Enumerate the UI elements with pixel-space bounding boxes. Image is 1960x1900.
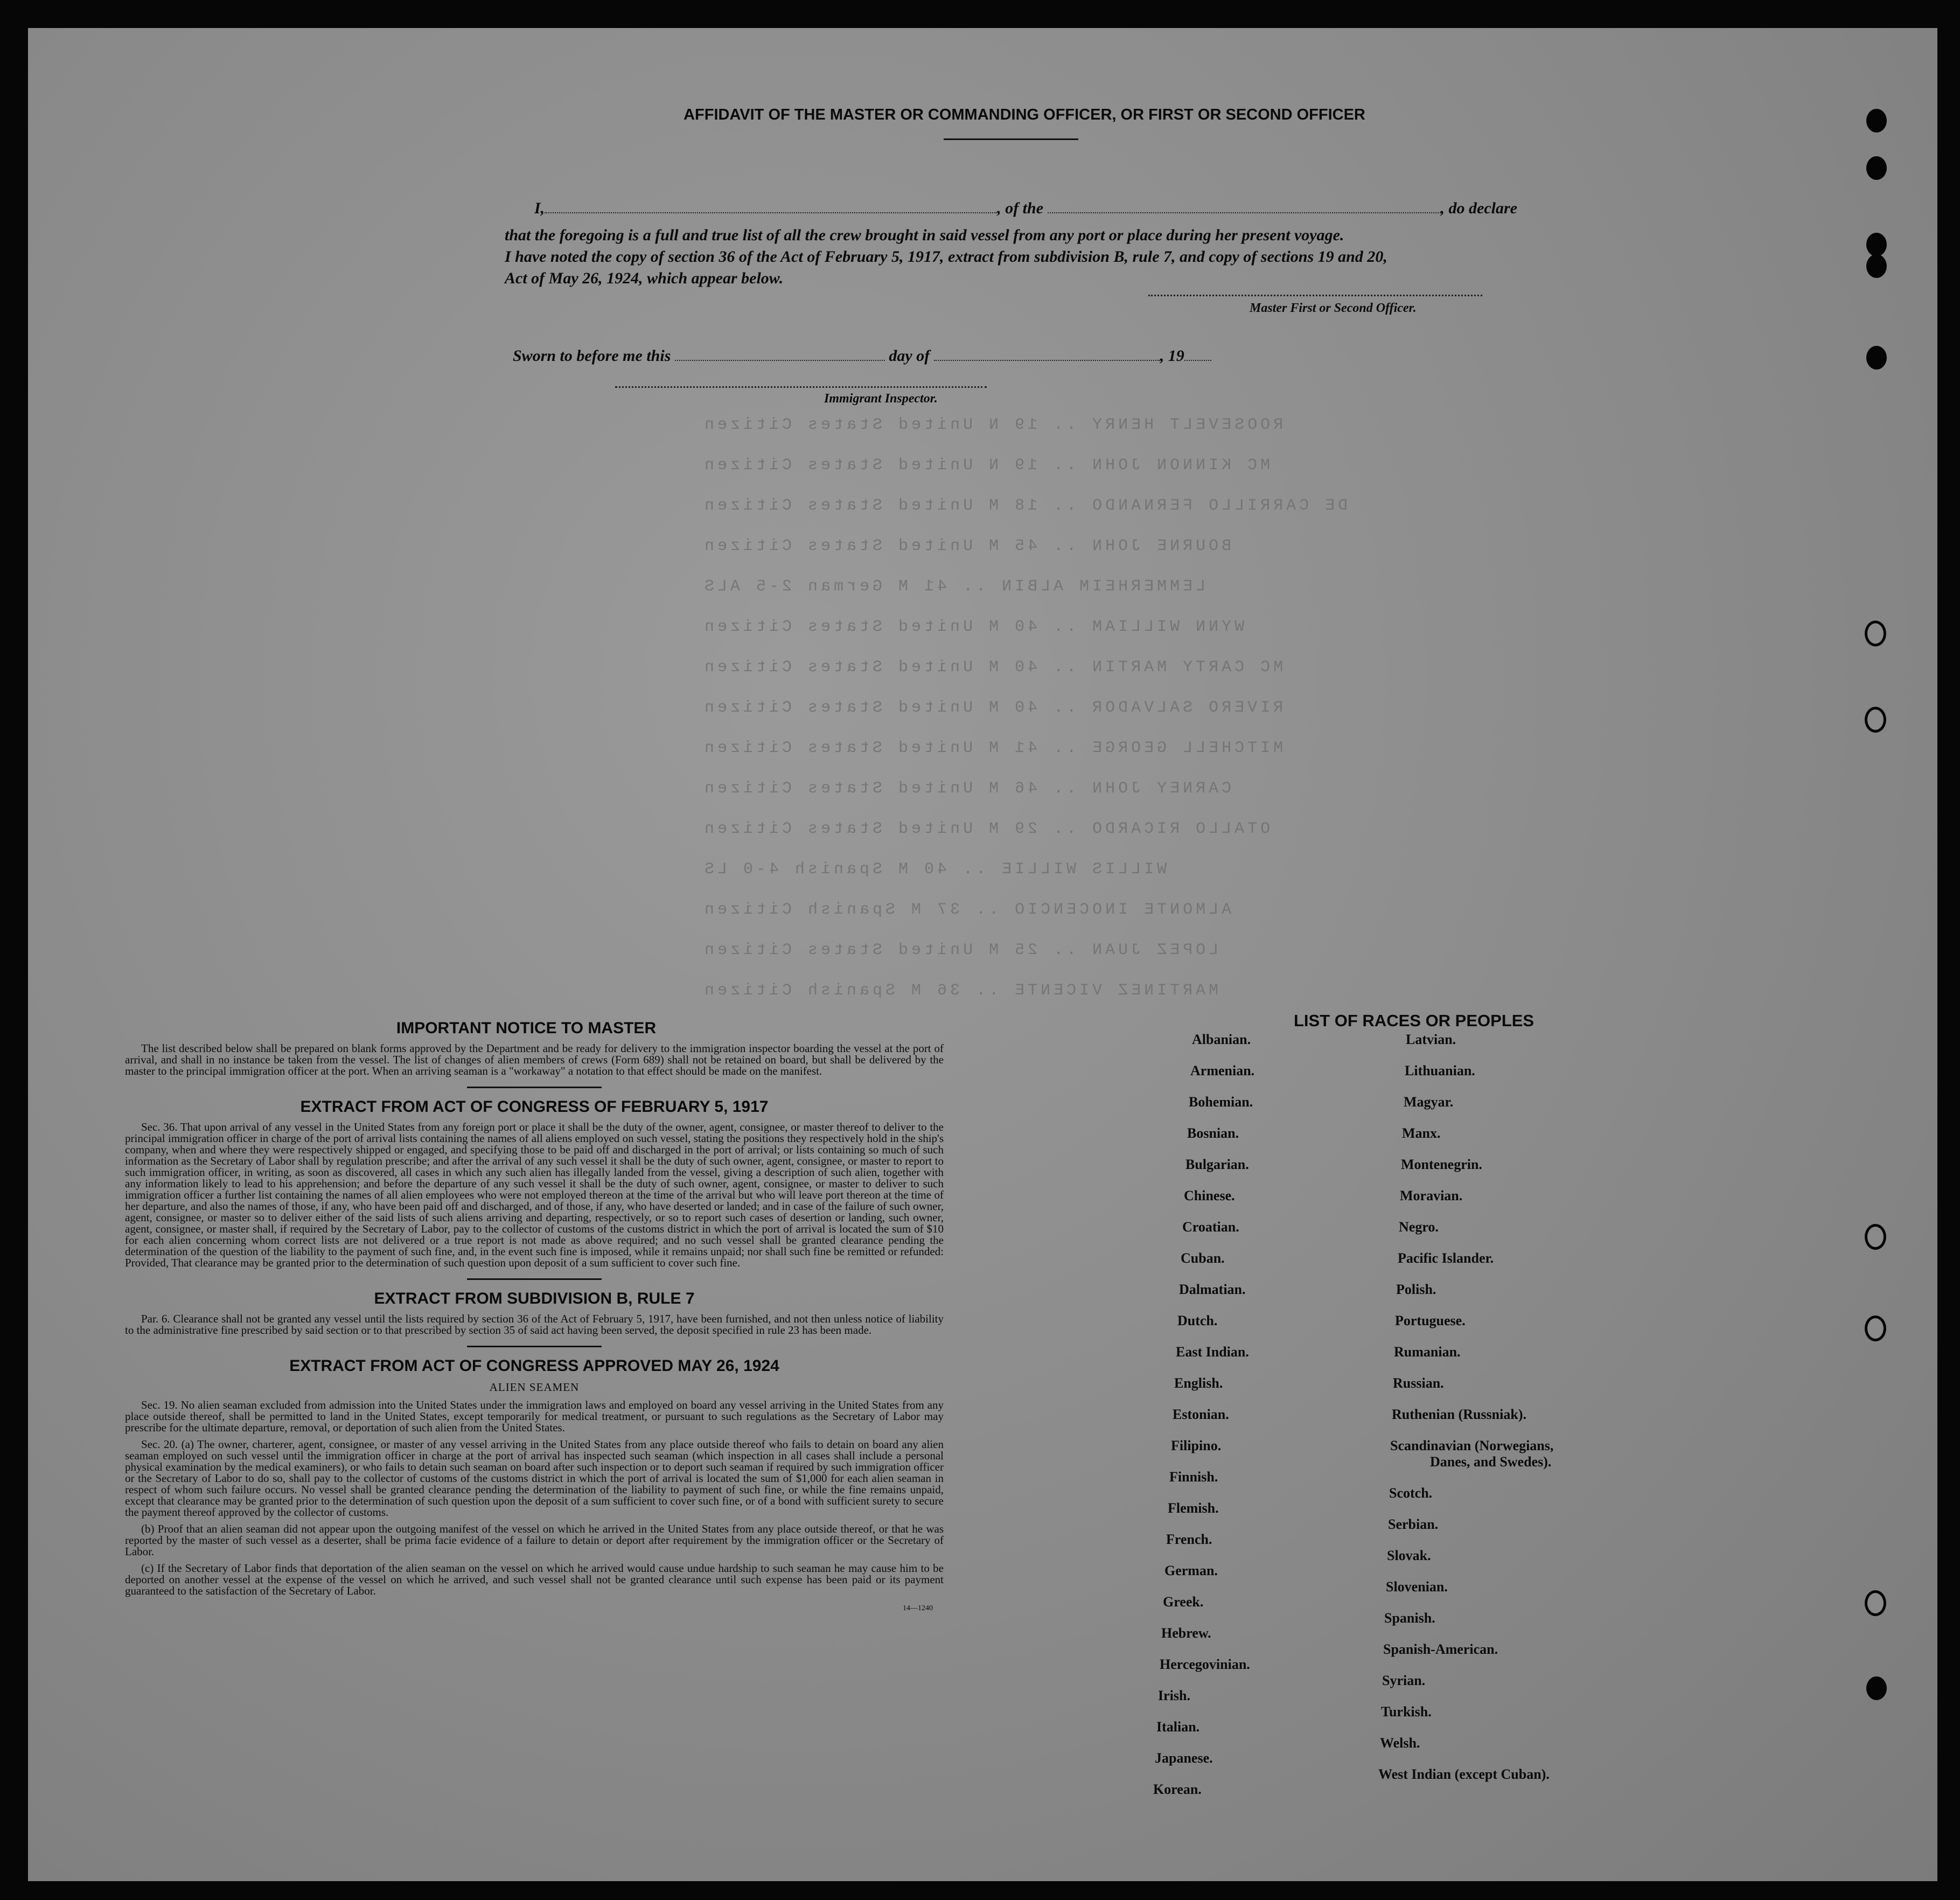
notice-body: The list described below shall be prepared on blank forms approved by the Department and be ready for delivery to the immigration inspector boarding the vessel at the port of arrival, and shall in no instance be taken from the vessel. The list of changes of alien members of crews (Form 689) shall not be retained on board, but shall be delivered by the master to the principal immigration officer at the port. When an arriving seaman is a "workaway" a notation to that effect should be made on the manifest. — [125, 1042, 944, 1077]
race-item: Moravian. — [1400, 1188, 1463, 1203]
bleedthrough-row: WILLIS WILLIE .. 40 M Spanish 4-0 LS — [701, 860, 1167, 879]
race-item: Bohemian. — [1189, 1094, 1253, 1110]
race-item: Armenian. — [1190, 1063, 1255, 1078]
race-item: Scandinavian (Norwegians, — [1390, 1438, 1554, 1453]
extract-1917-title: EXTRACT FROM ACT OF CONGRESS OF FEBRUARY 5, 1917 — [300, 1098, 769, 1116]
sworn-month-blank[interactable] — [934, 360, 1160, 361]
race-item: Bosnian. — [1187, 1125, 1239, 1141]
race-item: Scotch. — [1389, 1485, 1433, 1501]
sworn-day-blank[interactable] — [675, 360, 885, 361]
race-item: French. — [1166, 1532, 1212, 1547]
bleedthrough-row: DE CARRILLO FERNANDO .. 18 M United States Citizen — [701, 497, 1348, 515]
declaration-i: I, — [534, 199, 545, 217]
race-item: Hercegovinian. — [1160, 1657, 1250, 1672]
declaration-declare: , do declare — [1440, 199, 1517, 217]
sworn-year-blank[interactable] — [1184, 360, 1211, 361]
race-item: Serbian. — [1388, 1516, 1439, 1532]
punch-ring — [1865, 707, 1886, 733]
race-item: Slovak. — [1387, 1548, 1431, 1563]
affidavit-title: AFFIDAVIT OF THE MASTER OR COMMANDING OFFICER, OR FIRST OR SECOND OFFICER — [683, 106, 1365, 123]
race-item: Spanish. — [1384, 1610, 1435, 1626]
vessel-blank[interactable] — [1048, 212, 1441, 213]
bleedthrough-row: MITCHELL GEORGE .. 41 M United States Citizen — [701, 739, 1284, 757]
race-item: Magyar. — [1404, 1094, 1454, 1110]
bleedthrough-row: LOPEZ JUAN .. 25 M United States Citizen — [701, 941, 1219, 959]
race-item: Chinese. — [1184, 1188, 1235, 1203]
declaration-line-4: Act of May 26, 1924, which appear below. — [505, 269, 784, 287]
bleedthrough-row: BOURNE JOHN .. 45 M United States Citizen — [701, 537, 1232, 555]
section-rule — [467, 1087, 602, 1088]
inspector-signature-line[interactable] — [615, 386, 987, 388]
punch-hole — [1866, 1676, 1887, 1700]
bleedthrough-row: MARTINEZ VICENTE .. 36 M Spanish Citizen — [701, 982, 1219, 1000]
rule-7-title: EXTRACT FROM SUBDIVISION B, RULE 7 — [374, 1290, 695, 1307]
race-item: Dutch. — [1177, 1313, 1218, 1328]
punch-hole — [1866, 109, 1887, 133]
race-item: Finnish. — [1169, 1469, 1218, 1485]
declaration-line-1 — [534, 199, 1517, 218]
punch-ring — [1865, 1224, 1886, 1250]
alien-seamen-subtitle: ALIEN SEAMEN — [489, 1381, 580, 1394]
races-title: LIST OF RACES OR PEOPLES — [1294, 1011, 1534, 1030]
race-item: Cuban. — [1181, 1250, 1225, 1266]
race-item: Lithuanian. — [1405, 1063, 1475, 1078]
race-item: East Indian. — [1176, 1344, 1249, 1360]
race-item: Japanese. — [1155, 1750, 1213, 1766]
sec-20a-body: Sec. 20. (a) The owner, charterer, agent, consignee, or master of any vessel arriving in the United States from any place outside thereof who fails to detain on board any alien seaman employed on such vessel until the immigration officer in charge at the port of arrival has inspected such seaman (which inspection in all cases shall include a personal physical examination by the medical examiners), or who fails to detain such seaman on board after such inspection or to deport such seaman if required by such immigration officer or the Secretary of Labor to do so, shall pay to the collector of customs of the customs district in which the port of arrival is located the sum of $1,000 for each alien seaman in respect of whom such failure occurs. No vessel shall be granted clearance pending the determination of the liability to payment of such fine, or while the fine remains unpaid, except that clearance may be granted prior to the determination of such question upon the deposit of a sum sufficient to cover such fine, or of a bond with sufficient surety to secure the payment thereof approved by the collector of customs. — [125, 1438, 944, 1519]
bleedthrough-row: CARNEY JOHN .. 46 M United States Citizen — [701, 780, 1232, 798]
declaration-of-the: , of the — [997, 199, 1044, 217]
sec-20b-body: (b) Proof that an alien seaman did not appear upon the outgoing manifest of the vessel on which he arrived in the United States from any place outside thereof, or that he was reported by the master of such vessel as a deserter, shall be prima facie evidence of a failure to detain or deport after requirement by the immigration officer or the Secretary of Labor. — [125, 1522, 944, 1558]
sec-19-body: Sec. 19. No alien seaman excluded from admission into the United States under the immigration laws and employed on board any vessel arriving in the United States from any place outside thereof, shall be permitted to land in the United States, except temporarily for medical treatment, or pursuant to such regulations as the Secretary of Labor may prescribe for the ultimate departure, removal, or deportation of such alien from the United States. — [125, 1398, 944, 1434]
bleedthrough-row: LEMMERHEIM ALBIN .. 41 M German 2-5 ALS — [701, 577, 1206, 596]
sworn-line — [513, 347, 1211, 365]
extract-1917-body: Sec. 36. That upon arrival of any vessel in the United States from any foreign port or place it shall be the duty of the owner, agent, consignee, or master thereof to deliver to the principal immigration officer in charge of the port of arrival lists containing the names of all aliens employed on such vessel, stating the positions they respectively hold in the ship's company, when and where they were respectively shipped or engaged, and specifying those to be paid off and discharged in the port of arrival; or lists containing so much of such information as the Secretary of Labor shall by regulation prescribe; and after the arrival of any such vessel it shall be the duty of such owner, agent, consignee, or master to report to such immigration officer, in writing, as soon as discovered, all cases in which any such alien has illegally landed from the vessel, giving a description of such alien, together with any information likely to lead to his apprehension; and before the departure of any such vessel it shall be the duty of such owner, agent, consignee, or master to deliver to such immigration officer a further list containing the names of all alien employees who were not employed thereon at the time of the arrival but who will leave port thereon at the time of her departure, and also the names of those, if any, who have been paid off and discharged, and of those, if any, who have deserted or landed; and in case of the failure of such owner, agent, consignee, or master so to deliver either of the said lists of such aliens arriving and departing, respectively, or so to report such cases of desertion or landing, such owner, agent, consignee, or master shall, if required by the Secretary of Labor, pay to the collector of customs of the customs district in which the port of arrival is located the sum of $10 for each alien concerning whom correct lists are not delivered or a true report is not made as above required; and no such vessel shall be granted clearance pending the determination of the question of the liability to the payment of such fine, and, in the event such fine is imposed, while it remains unpaid; nor shall such fine be remitted or refunded: Provided, That clearance may be granted prior to the determination of such question upon deposit of a sum sufficient to cover such fine. — [125, 1120, 944, 1269]
punch-ring — [1865, 1316, 1886, 1341]
race-item: Turkish. — [1381, 1704, 1432, 1720]
form-number: 14—1240 — [903, 1604, 933, 1612]
bleedthrough-row: ROOSEVELT HENRY .. 19 N United States Citizen — [701, 416, 1284, 434]
declaration-line-2: that the foregoing is a full and true list of all the crew brought in said vessel from any port or place during her present voyage. — [505, 226, 1344, 244]
extract-1924-title: EXTRACT FROM ACT OF CONGRESS APPROVED MAY 26, 1924 — [289, 1357, 779, 1375]
punch-ring — [1865, 621, 1886, 646]
manifest-back-page — [28, 28, 1937, 1881]
race-item: Croatian. — [1182, 1219, 1239, 1235]
section-rule — [467, 1278, 602, 1280]
race-item: Italian. — [1156, 1719, 1200, 1735]
race-item: Greek. — [1163, 1594, 1204, 1610]
race-item: Filipino. — [1171, 1438, 1222, 1453]
notice-title: IMPORTANT NOTICE TO MASTER — [396, 1019, 657, 1037]
sworn-year: , 19 — [1160, 347, 1184, 365]
race-item: Manx. — [1402, 1125, 1441, 1141]
bleedthrough-row: WYNN WILLIAM .. 40 M United States Citizen — [701, 618, 1245, 636]
race-item: Estonian. — [1173, 1407, 1229, 1422]
section-rule — [467, 1346, 602, 1347]
race-item: German. — [1164, 1563, 1218, 1578]
race-item: Negro. — [1399, 1219, 1439, 1235]
punch-hole — [1866, 346, 1887, 370]
punch-hole — [1866, 233, 1887, 256]
race-item: Syrian. — [1382, 1673, 1426, 1688]
sec-20c-body: (c) If the Secretary of Labor finds that deportation of the alien seaman on the vessel on which he arrived would cause undue hardship to such seaman he may cause him to be deported on another vessel at the expense of the vessel on which he arrived, and such vessel shall not be granted clearance until such expense has been paid or its payment guaranteed to the satisfaction of the Secretary of Labor. — [125, 1562, 944, 1597]
race-item: Pacific Islander. — [1398, 1250, 1494, 1266]
sworn-prefix: Sworn to before me this — [513, 347, 671, 365]
punch-hole — [1866, 156, 1887, 180]
race-item: Danes, and Swedes). — [1430, 1454, 1552, 1470]
rule-7-body: Par. 6. Clearance shall not be granted any vessel until the lists required by section 36 of the Act of February 5, 1917, have been furnished, and not then unless notice of liability to the administrative fine prescribed by said section or to that prescribed by section 35 of said act having been served, the deposit specified in rule 23 has been made. — [125, 1312, 944, 1337]
race-item: Dalmatian. — [1179, 1282, 1246, 1297]
race-item: Korean. — [1153, 1781, 1202, 1797]
inspector-label: Immigrant Inspector. — [824, 392, 938, 406]
race-item: Hebrew. — [1161, 1625, 1211, 1641]
declaration-line-3: I have noted the copy of section 36 of the Act of February 5, 1917, extract from subdivision B, rule 7, and copy of sections 19 and 20, — [505, 248, 1387, 266]
master-label: Master First or Second Officer. — [1250, 301, 1417, 315]
race-item: Rumanian. — [1394, 1344, 1461, 1360]
master-signature-line[interactable] — [1148, 295, 1482, 296]
race-item: Albanian. — [1192, 1032, 1251, 1047]
race-item: Irish. — [1158, 1688, 1190, 1703]
race-item: Portuguese. — [1395, 1313, 1466, 1328]
bleedthrough-row: MC KINNON JOHN .. 19 N United States Citizen — [701, 456, 1271, 475]
legal-notices — [125, 1019, 944, 1613]
bleedthrough-row: OTALLO RICARDO .. 29 M United States Citizen — [701, 820, 1271, 838]
bleedthrough-row: MC CARTY MARTIN .. 40 M United States Citizen — [701, 658, 1284, 677]
punch-ring — [1865, 1590, 1886, 1616]
name-blank[interactable] — [545, 212, 997, 213]
race-item: Flemish. — [1168, 1500, 1219, 1516]
race-item: Montenegrin. — [1401, 1157, 1482, 1172]
race-item: Welsh. — [1380, 1735, 1420, 1751]
race-item: English. — [1174, 1375, 1223, 1391]
sworn-day-of: day of — [889, 347, 930, 365]
race-item: Slovenian. — [1386, 1579, 1448, 1595]
bleedthrough-row: ALMONTE INOCENCIO .. 37 M Spanish Citizen — [701, 901, 1232, 919]
race-item: Latvian. — [1406, 1032, 1456, 1047]
race-item: Ruthenian (Russniak). — [1392, 1407, 1526, 1422]
race-item: Bulgarian. — [1185, 1157, 1249, 1172]
race-item: Russian. — [1393, 1375, 1444, 1391]
race-item: West Indian (except Cuban). — [1378, 1766, 1550, 1782]
bleedthrough-row: RIVERO SALVADOR .. 40 M United States Citizen — [701, 699, 1284, 717]
race-item: Polish. — [1396, 1282, 1436, 1297]
race-item: Spanish-American. — [1383, 1641, 1498, 1657]
title-rule — [944, 138, 1078, 140]
punch-hole — [1866, 254, 1887, 278]
